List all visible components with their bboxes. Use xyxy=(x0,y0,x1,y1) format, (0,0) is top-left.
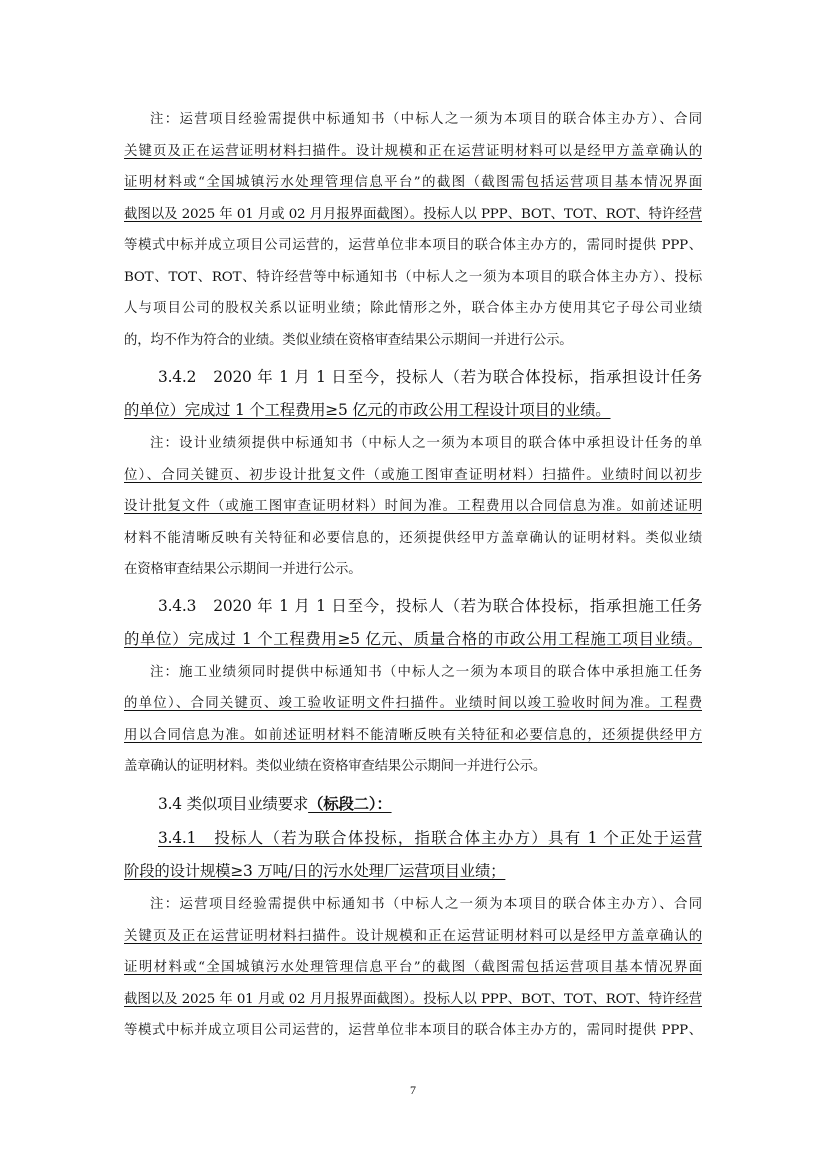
text-line: 等模式中标并成立项目公司运营的，运营单位非本项目的联合体主办方的，需同时提供 PPP、 xyxy=(124,1023,702,1038)
text-line: 等模式中标并成立项目公司运营的，运营单位非本项目的联合体主办方的，需同时提供 PPP、 xyxy=(124,238,702,253)
section-heading xyxy=(124,792,702,814)
text-line: 注：运营项目经验需提供中标通知书（中标人之一须为本项目的联合体主办方）、合同 xyxy=(150,897,702,912)
section-subtitle: （标段二）： xyxy=(308,795,392,813)
page-number: 7 xyxy=(410,1083,416,1097)
section-heading: 3.4.3 2020 年 1 月 1 日至今，投标人（若为联合体投标，指承担施工任务 xyxy=(158,597,702,615)
text-line: 的单位）、合同关键页、竣工验收证明文件扫描件。业绩时间以竣工验收时间为准。工程费 xyxy=(124,696,702,711)
text-line: 材料不能清晰反映有关特征和必要信息的，还须提供经甲方盖章确认的证明材料。类似业绩 xyxy=(124,531,702,546)
text-line: 位）、合同关键页、初步设计批复文件（或施工图审查证明材料）扫描件。业绩时间以初步 xyxy=(124,468,702,483)
text-line: 证明材料或“全国城镇污水处理管理信息平台”的截图（截图需包括运营项目基本情况界面 xyxy=(124,960,702,975)
section-heading: 3.4.1 投标人（若为联合体投标，指联合体主办方）具有 1 个正处于运营 xyxy=(158,829,702,847)
text-line: 在资格审查结果公示期间一并进行公示。 xyxy=(124,562,362,577)
text-line: 证明材料或“全国城镇污水处理管理信息平台”的截图（截图需包括运营项目基本情况界面 xyxy=(124,175,702,190)
section-title: 3.4 类似项目业绩要求 xyxy=(158,795,309,813)
text-line: 截图以及 2025 年 01 月或 02 月月报界面截图）。投标人以 PPP、BOT、TOT、ROT、特许经营 xyxy=(124,992,702,1007)
text-line: 人与项目公司的股权关系以证明业绩；除此情形之外，联合体主办方使用其它子母公司业绩 xyxy=(124,301,702,316)
text-line: 关键页及正在运营证明材料扫描件。设计规模和正在运营证明材料可以是经甲方盖章确认的 xyxy=(124,929,702,944)
text-line: 的单位）完成过 1 个工程费用≥5 亿元的市政公用工程设计项目的业绩。 xyxy=(124,401,611,419)
text-line: 盖章确认的证明材料。类似业绩在资格审查结果公示期间一并进行公示。 xyxy=(124,759,547,774)
text-line: 阶段的设计规模≥3 万吨/日的污水处理厂运营项目业绩； xyxy=(124,862,506,880)
text-line: 设计批复文件（或施工图审查证明材料）时间为准。工程费用以合同信息为准。如前述证明 xyxy=(124,499,702,514)
text-line: 用以合同信息为准。如前述证明材料不能清晰反映有关特征和必要信息的，还须提供经甲方 xyxy=(124,728,702,743)
text-line: 注：施工业绩须同时提供中标通知书（中标人之一须为本项目的联合体中承担施工任务 xyxy=(150,665,702,680)
text-line: 截图以及 2025 年 01 月或 02 月月报界面截图）。投标人以 PPP、BOT、TOT、ROT、特许经营 xyxy=(124,207,702,222)
text-line: BOT、TOT、ROT、特许经营等中标通知书（中标人之一须为本项目的联合体主办方）、投标 xyxy=(124,270,702,285)
text-line: 注：运营项目经验需提供中标通知书（中标人之一须为本项目的联合体主办方）、合同 xyxy=(150,112,702,127)
section-heading: 3.4.2 2020 年 1 月 1 日至今，投标人（若为联合体投标，指承担设计任务 xyxy=(158,368,702,386)
text-line: 注：设计业绩须提供中标通知书（中标人之一须为本项目的联合体中承担设计任务的单 xyxy=(150,436,702,451)
text-line: 的，均不作为符合的业绩。类似业绩在资格审查结果公示期间一并进行公示。 xyxy=(124,333,573,348)
text-line: 关键页及正在运营证明材料扫描件。设计规模和正在运营证明材料可以是经甲方盖章确认的 xyxy=(124,144,702,159)
text-line: 的单位）完成过 1 个工程费用≥5 亿元、质量合格的市政公用工程施工项目业绩。 xyxy=(124,630,702,648)
